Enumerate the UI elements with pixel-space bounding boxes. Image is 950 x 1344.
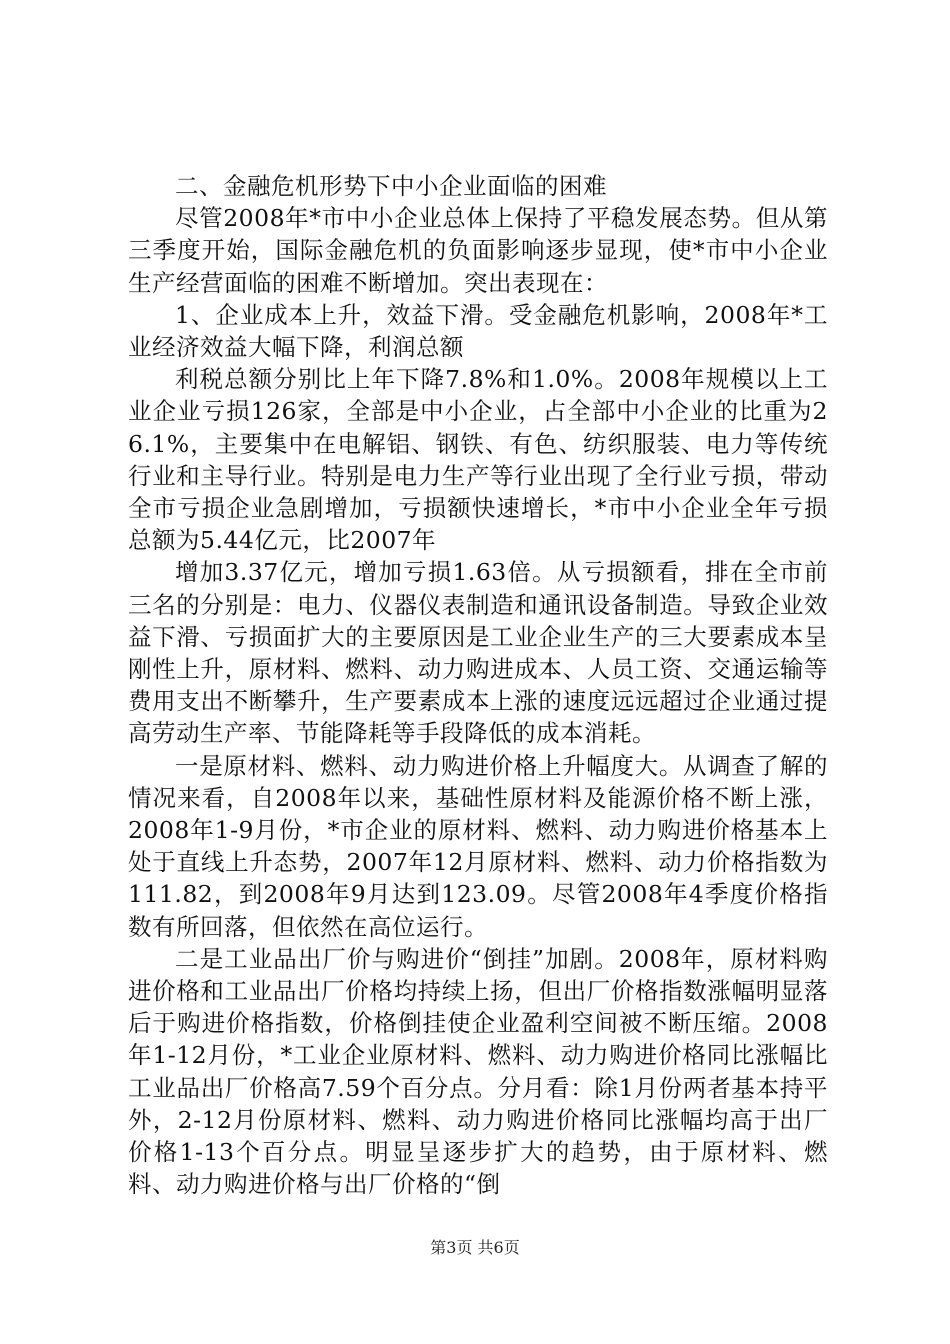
paragraph-cost-rise: 1、企业成本上升，效益下滑。受金融危机影响，2008年*工业经济效益大幅下降，利润总额 [128, 300, 828, 362]
paragraph-price-inversion: 二是工业品出厂价与购进价“倒挂”加剧。2008年，原材料购进价格和工业品出厂价格均持续上扬，但出厂价格指数涨幅明显落后于购进价格指数，价格倒挂使企业盈利空间被不断压缩。2008年1-12月份，*工业企业原材料、燃料、动力购进价格同比涨幅比工业品出厂价格高7.59个百分点。分月看：除1月份两者基本持平外，2-12月份原材料、燃料、动力购进价格同比涨幅均高于出厂价格1-13个百分点。明显呈逐步扩大的趋势，由于原材料、燃料、动力购进价格与出厂价格的“倒 [128, 944, 828, 1199]
page-footer [0, 1238, 950, 1258]
paragraph-raw-material-prices: 一是原材料、燃料、动力购进价格上升幅度大。从调查了解的情况来看，自2008年以来，基础性原材料及能源价格不断上涨，2008年1-9月份，*市企业的原材料、燃料、动力购进价格基本上处于直线上升态势，2007年12月原材料、燃料、动力价格指数为111.82，到2008年9月达到123.09。尽管2008年4季度价格指数有所回落，但依然在高位运行。 [128, 751, 828, 941]
page-indicator: 第3页 共6页 [430, 1238, 520, 1257]
document-body [128, 170, 828, 1201]
paragraph-loss-causes: 增加3.37亿元，增加亏损1.63倍。从亏损额看，排在全市前三名的分别是：电力、仪器仪表制造和通讯设备制造。导致企业效益下滑、亏损面扩大的主要原因是工业企业生产的三大要素成本呈刚性上升，原材料、燃料、动力购进成本、人员工资、交通运输等费用支出不断攀升，生产要素成本上涨的速度远远超过企业通过提高劳动生产率、节能降耗等手段降低的成本消耗。 [128, 558, 828, 748]
paragraph-intro: 尽管2008年*市中小企业总体上保持了平稳发展态势。但从第三季度开始，国际金融危机的负面影响逐步显现，使*市中小企业生产经营面临的困难不断增加。突出表现在： [128, 204, 828, 297]
section-heading: 二、金融危机形势下中小企业面临的困难 [175, 172, 607, 200]
paragraph-losses: 利税总额分别比上年下降7.8%和1.0%。2008年规模以上工业企业亏损126家，全部是中小企业，占全部中小企业的比重为26.1%，主要集中在电解铝、钢铁、有色、纺织服装、电力等传统行业和主导行业。特别是电力生产等行业出现了全行业亏损，带动全市亏损企业急剧增加，亏损额快速增长，*市中小企业全年亏损总额为5.44亿元，比2007年 [128, 365, 828, 555]
